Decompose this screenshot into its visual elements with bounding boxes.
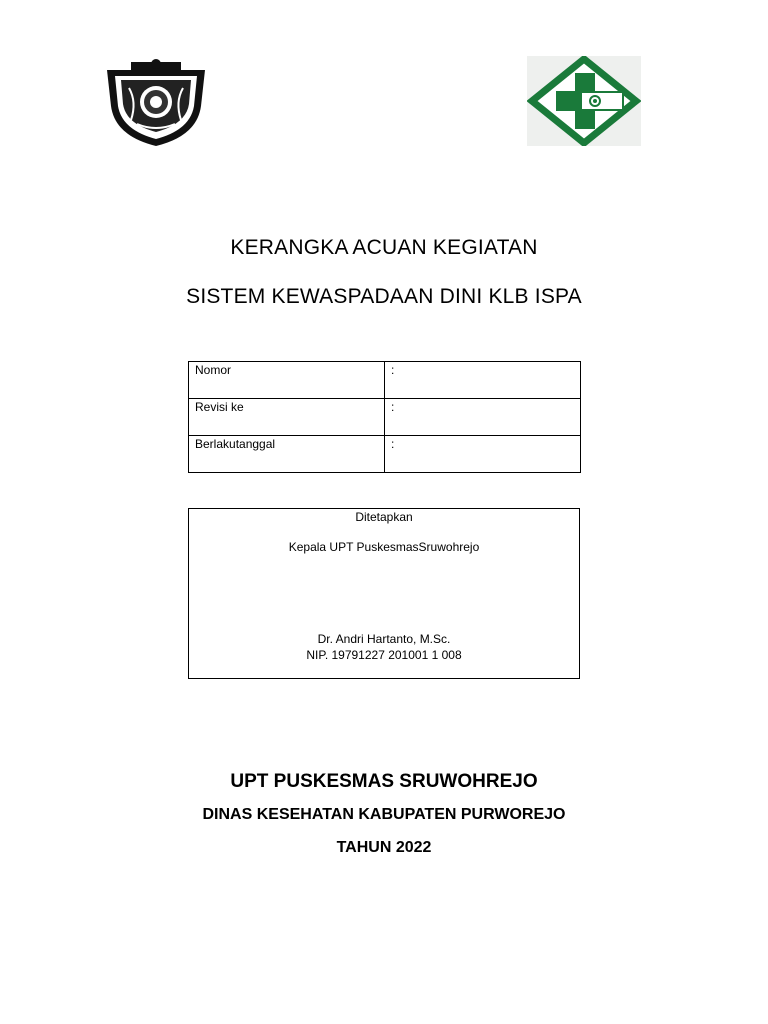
table-row [189, 436, 581, 473]
institution-name: UPT PUSKESMAS SRUWOHREJO [230, 771, 538, 792]
document-title: KERANGKA ACUAN KEGIATAN [230, 236, 538, 259]
info-value-berlaku: : [385, 436, 581, 473]
table-row [189, 362, 581, 399]
document-info-table [188, 361, 581, 473]
info-value-revisi: : [385, 399, 581, 436]
table-row [189, 399, 581, 436]
signer-nip: NIP. 19791227 201001 1 008 [306, 648, 462, 662]
info-label-revisi: Revisi ke [189, 399, 385, 436]
established-label: Ditetapkan [355, 510, 413, 524]
document-subtitle: SISTEM KEWASPADAAN DINI KLB ISPA [186, 285, 582, 308]
signer-position: Kepala UPT PuskesmasSruwohrejo [288, 540, 480, 554]
info-value-nomor: : [385, 362, 581, 399]
regency-coat-of-arms-icon [101, 58, 211, 148]
info-label-berlaku: Berlakutanggal [189, 436, 385, 473]
puskesmas-cross-logo-icon [527, 56, 641, 146]
signer-name: Dr. Andri Hartanto, M.Sc. [317, 632, 451, 646]
approval-signature-box [188, 508, 580, 679]
document-year: TAHUN 2022 [336, 839, 432, 856]
info-label-nomor: Nomor [189, 362, 385, 399]
department-name: DINAS KESEHATAN KABUPATEN PURWOREJO [202, 806, 566, 823]
